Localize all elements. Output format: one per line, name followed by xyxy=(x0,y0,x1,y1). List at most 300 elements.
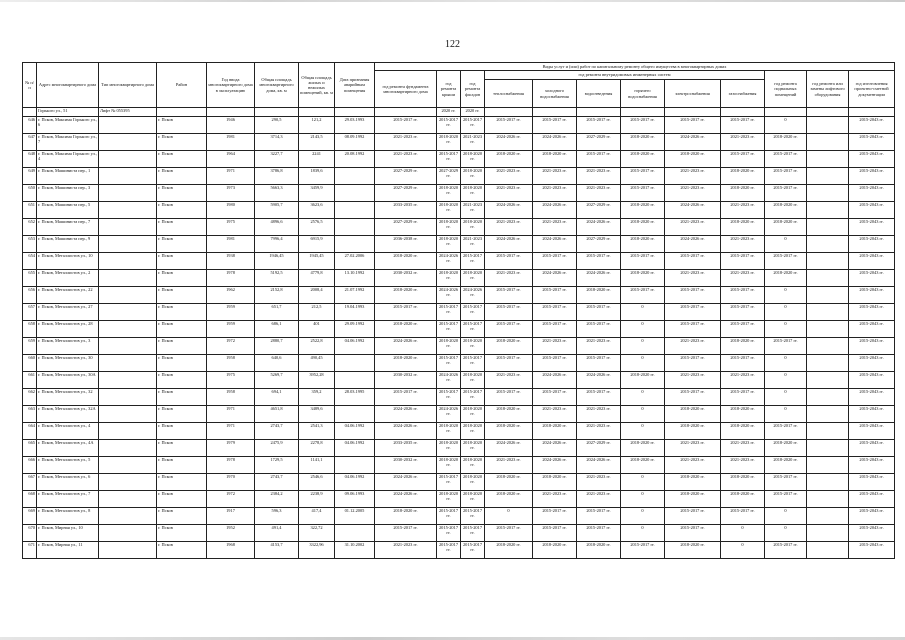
table-cell: г. Псков, Максима Горького ул., 7 xyxy=(37,134,99,151)
table-cell: 2018-2020 гг. xyxy=(461,270,485,287)
table-cell: г. Псков xyxy=(157,440,207,457)
table-cell xyxy=(99,491,157,508)
table-cell xyxy=(335,457,375,474)
table-cell: 2027-2029 гг. xyxy=(577,202,621,219)
table-cell: 2015-2017 гг. xyxy=(461,508,485,525)
table-cell: 417,4 xyxy=(299,508,335,525)
table-cell: 2015-2017 гг. xyxy=(437,508,461,525)
table-cell: 2021-2023 гг. xyxy=(665,270,721,287)
table-cell: 2015-2017 гг. xyxy=(721,508,765,525)
table-cell: 2015-2017 гг. xyxy=(765,491,807,508)
table-cell xyxy=(807,457,849,474)
table-cell: 2015-2043 гг. xyxy=(849,542,895,559)
table-cell: 2015-2043 гг. xyxy=(849,474,895,491)
table-cell: 5905,7 xyxy=(255,202,299,219)
table-cell: 2015-2017 гг. xyxy=(665,355,721,372)
table-cell: 28.03.1995 xyxy=(335,389,375,406)
table-cell: 0 xyxy=(621,491,665,508)
table-cell: 2880,7 xyxy=(255,338,299,355)
table-cell: 2018-2020 гг. xyxy=(665,542,721,559)
table-cell: 596,3 xyxy=(255,508,299,525)
table-cell: 2021-2023 гг. xyxy=(665,338,721,355)
table-cell: 2018-2020 гг. xyxy=(765,440,807,457)
table-cell: 2024-2026 гг. xyxy=(437,372,461,389)
table-cell: 2018-2020 гг. xyxy=(437,338,461,355)
table-cell: 04.06.1992 xyxy=(335,423,375,440)
header-hot-water: горячего водоснабжения xyxy=(621,80,665,108)
table-cell: 669 xyxy=(23,508,37,525)
table-cell: 2021-2023 гг. xyxy=(577,423,621,440)
table-cell: 2036-2038 гг. xyxy=(375,236,437,253)
table-cell: 2021-2023 гг. xyxy=(577,406,621,423)
table-cell: 2015-2017 гг. xyxy=(375,117,437,134)
table-cell: 0 xyxy=(621,474,665,491)
table-cell: г. Псков, Машиниста пер., 9 xyxy=(37,236,99,253)
table-cell: 29.03.1993 xyxy=(335,117,375,134)
table-cell: 0 xyxy=(765,287,807,304)
table-cell: 0 xyxy=(765,304,807,321)
header-facade: год ремонта фасадов xyxy=(461,71,485,108)
table-cell xyxy=(99,185,157,202)
table-cell: 2015-2017 гг. xyxy=(533,321,577,338)
table-cell: 664 xyxy=(23,423,37,440)
table-cell: 2024-2026 гг. xyxy=(533,134,577,151)
table-cell: 2015-2017 гг. xyxy=(577,151,621,168)
table-cell xyxy=(807,287,849,304)
table-cell xyxy=(807,185,849,202)
table-cell: г. Псков xyxy=(157,321,207,338)
table-cell: г. Псков xyxy=(157,355,207,372)
table-cell: 2018-2020 гг. xyxy=(437,457,461,474)
table-cell: 653 xyxy=(23,236,37,253)
table-cell: 2008,4 xyxy=(299,287,335,304)
table-cell: 2015-2017 гг. xyxy=(485,355,533,372)
table-cell: 2018-2020 гг. xyxy=(721,423,765,440)
table-cell: г. Псков xyxy=(157,168,207,185)
table-cell: 2015-2017 гг. xyxy=(533,525,577,542)
table-cell: 2015-2043 гг. xyxy=(849,151,895,168)
table-cell: 1972 xyxy=(207,491,255,508)
table-cell: 668 xyxy=(23,491,37,508)
table-cell: 1952 xyxy=(207,525,255,542)
table-row xyxy=(23,457,895,474)
table-cell: 2030-2032 гг. xyxy=(375,372,437,389)
table-cell: 0 xyxy=(721,542,765,559)
table-cell xyxy=(99,440,157,457)
table-cell: 2475,9 xyxy=(255,440,299,457)
table-cell: г. Псков xyxy=(157,423,207,440)
table-cell xyxy=(807,321,849,338)
table-cell: 2015-2017 гг. xyxy=(577,304,621,321)
table-cell: г. Псков xyxy=(157,474,207,491)
continuation-roof: 2020 гг. xyxy=(437,108,461,117)
table-cell xyxy=(99,151,157,168)
table-cell: г. Псков, Машиниста пер., 5 xyxy=(37,202,99,219)
table-cell: 1980 xyxy=(207,202,255,219)
header-recognized: Дата признания аварийным помещения xyxy=(335,63,375,108)
table-row xyxy=(23,151,895,168)
table-cell: 0 xyxy=(765,389,807,406)
header-electric: электроснабжения xyxy=(665,80,721,108)
table-cell: 2546,6 xyxy=(299,474,335,491)
table-cell: 667 xyxy=(23,474,37,491)
table-cell: 655 xyxy=(23,270,37,287)
table-cell: 2021-2023 гг. xyxy=(533,406,577,423)
table-cell: 1971 xyxy=(207,168,255,185)
table-cell: 2015-2043 гг. xyxy=(849,202,895,219)
table-cell: 2018-2020 гг. xyxy=(721,219,765,236)
table-cell: 1981 xyxy=(207,134,255,151)
table-cell: г. Псков xyxy=(157,287,207,304)
table-cell: 2015-2017 гг. xyxy=(621,117,665,134)
table-cell: г. Псков xyxy=(157,117,207,134)
table-cell xyxy=(99,338,157,355)
table-cell: 670 xyxy=(23,525,37,542)
table-cell: 2015-2017 гг. xyxy=(721,389,765,406)
table-cell: г. Псков xyxy=(157,542,207,559)
table-cell: 2015-2017 гг. xyxy=(665,287,721,304)
continuation-type: Лифт № 055395 xyxy=(99,108,157,117)
table-cell xyxy=(335,219,375,236)
table-cell: 2018-2020 гг. xyxy=(577,287,621,304)
table-cell: 2015-2017 гг. xyxy=(621,253,665,270)
table-cell: 27.02.2006 xyxy=(335,253,375,270)
table-cell: 652 xyxy=(23,219,37,236)
table-cell xyxy=(335,372,375,389)
table-cell xyxy=(99,253,157,270)
table-cell: 1917 xyxy=(207,508,255,525)
table-cell: 0 xyxy=(621,355,665,372)
table-cell: 1946,45 xyxy=(255,253,299,270)
table-cell: г. Псков, Металлистов ул., 5 xyxy=(37,457,99,474)
table-cell: 2027-2029 гг. xyxy=(577,440,621,457)
table-cell: 01.12.2005 xyxy=(335,508,375,525)
table-cell: 2018-2020 гг. xyxy=(461,372,485,389)
table-cell xyxy=(807,304,849,321)
table-cell: 2015-2017 гг. xyxy=(375,304,437,321)
header-gas: газоснабжения xyxy=(721,80,765,108)
table-row xyxy=(23,304,895,321)
table-cell: 2015-2017 гг. xyxy=(621,185,665,202)
table-cell: 2015-2017 гг. xyxy=(461,525,485,542)
table-cell: г. Псков, Металлистов ул., 10 xyxy=(37,253,99,270)
table-cell: 2015-2017 гг. xyxy=(437,525,461,542)
table-cell: 2015-2017 гг. xyxy=(621,287,665,304)
table-cell: 1959 xyxy=(207,321,255,338)
table-cell: 0 xyxy=(621,423,665,440)
table-cell: 2027-2029 гг. xyxy=(375,185,437,202)
table-cell xyxy=(807,151,849,168)
table-cell: г. Псков xyxy=(157,270,207,287)
table-cell: 2018-2020 гг. xyxy=(485,406,533,423)
header-foundation: год ремонта фундамента многоквартирного дома xyxy=(375,71,437,108)
table-cell: 2015-2017 гг. xyxy=(665,508,721,525)
header-internal-group: год ремонта внутридомовых инженерных систем xyxy=(485,71,765,80)
table-cell: 5663,3 xyxy=(255,185,299,202)
table-cell: 2018-2020 гг. xyxy=(375,321,437,338)
table-cell: 2024-2026 гг. xyxy=(665,134,721,151)
table-cell: 491,4 xyxy=(255,525,299,542)
header-roof: год ремонта крыши xyxy=(437,71,461,108)
table-cell: 29.09.1992 xyxy=(335,321,375,338)
table-cell: 2021-2023 гг. xyxy=(665,440,721,457)
table-cell: 647 xyxy=(23,134,37,151)
header-heat: теплоснабжения xyxy=(485,80,533,108)
table-cell: 2015-2017 гг. xyxy=(665,253,721,270)
table-cell xyxy=(807,491,849,508)
table-cell: 2027-2029 гг. xyxy=(375,168,437,185)
table-cell: 2021-2023 гг. xyxy=(665,372,721,389)
continuation-facade: 2020 гг. xyxy=(461,108,485,117)
table-cell: 2018-2020 гг. xyxy=(437,440,461,457)
table-cell: 2018-2020 гг. xyxy=(461,491,485,508)
table-cell: 2021-2023 гг. xyxy=(485,185,533,202)
table-cell: 2015-2017 гг. xyxy=(533,389,577,406)
table-cell: 31.10.2002 xyxy=(335,542,375,559)
table-cell: г. Псков, Металлистов ул., 2 xyxy=(37,270,99,287)
table-cell: 1975 xyxy=(207,372,255,389)
table-cell: 1978 xyxy=(207,457,255,474)
table-cell: 1968 xyxy=(207,542,255,559)
table-cell xyxy=(807,338,849,355)
table-cell: 2021-2023 гг. xyxy=(665,185,721,202)
table-cell: 2021-2023 гг. xyxy=(721,457,765,474)
table-cell: 646 xyxy=(23,117,37,134)
table-cell: 2015-2017 гг. xyxy=(577,389,621,406)
table-cell: 2241 xyxy=(299,151,335,168)
table-cell: 2015-2017 гг. xyxy=(721,355,765,372)
table-cell: 2018-2020 гг. xyxy=(665,423,721,440)
table-row xyxy=(23,355,895,372)
table-cell: 0 xyxy=(621,338,665,355)
table-cell: 2021-2023 гг. xyxy=(533,491,577,508)
table-cell: 1938 xyxy=(207,253,255,270)
table-cell: 659 xyxy=(23,338,37,355)
table-cell: 2018-2020 гг. xyxy=(621,151,665,168)
table-cell: 2015-2017 гг. xyxy=(461,355,485,372)
table-cell: 1959 xyxy=(207,304,255,321)
table-cell: 3227,7 xyxy=(255,151,299,168)
table-cell: 2015-2017 гг. xyxy=(665,117,721,134)
table-cell: 2015-2017 гг. xyxy=(437,117,461,134)
table-cell: 2021-2023 гг. xyxy=(533,338,577,355)
table-cell: 2015-2017 гг. xyxy=(461,389,485,406)
table-cell: г. Псков xyxy=(157,338,207,355)
table-cell xyxy=(99,287,157,304)
table-cell: 666 xyxy=(23,457,37,474)
table-cell xyxy=(99,389,157,406)
table-cell: 1945,45 xyxy=(299,253,335,270)
table-row xyxy=(23,372,895,389)
table-cell: г. Псков, Металлистов ул., 32 xyxy=(37,389,99,406)
table-cell: 2018-2020 гг. xyxy=(721,168,765,185)
table-row xyxy=(23,117,895,134)
table-cell: г. Псков xyxy=(157,202,207,219)
table-cell: г. Псков, Машиниста пер., 3 xyxy=(37,185,99,202)
table-cell: 2015-2043 гг. xyxy=(849,236,895,253)
table-cell: г. Псков xyxy=(157,372,207,389)
table-cell: 2021-2023 гг. xyxy=(577,338,621,355)
table-cell: 2024-2026 гг. xyxy=(665,202,721,219)
table-cell: 290,5 xyxy=(255,117,299,134)
table-cell: 1981 xyxy=(207,236,255,253)
table-cell: г. Псков xyxy=(157,406,207,423)
table-cell: 2018-2020 гг. xyxy=(621,372,665,389)
table-cell xyxy=(99,134,157,151)
table-cell: 2015-2043 гг. xyxy=(849,338,895,355)
table-cell: 7996,4 xyxy=(255,236,299,253)
table-cell: 2015-2017 гг. xyxy=(765,542,807,559)
table-cell: 2015-2043 гг. xyxy=(849,423,895,440)
table-cell xyxy=(807,236,849,253)
table-cell xyxy=(335,406,375,423)
table-cell: 2015-2017 гг. xyxy=(485,287,533,304)
table-cell: 4153,7 xyxy=(255,542,299,559)
table-cell: 2015-2043 гг. xyxy=(849,440,895,457)
table-cell: 2015-2017 гг. xyxy=(721,151,765,168)
table-cell: 2576,5 xyxy=(299,219,335,236)
table-cell: 656 xyxy=(23,287,37,304)
table-cell: 2018-2020 гг. xyxy=(461,406,485,423)
table-cell: 2015-2017 гг. xyxy=(485,525,533,542)
table-cell: 1971 xyxy=(207,423,255,440)
table-cell: 2021-2023 гг. xyxy=(721,372,765,389)
table-cell xyxy=(807,525,849,542)
table-cell: г. Псков xyxy=(157,304,207,321)
header-address: Адрес многоквартирного дома xyxy=(37,63,99,108)
table-cell: 0 xyxy=(765,236,807,253)
table-cell: 2015-2043 гг. xyxy=(849,525,895,542)
table-cell: 2021-2023 гг. xyxy=(461,202,485,219)
table-cell xyxy=(99,457,157,474)
table-cell: 2030-2032 гг. xyxy=(375,270,437,287)
table-cell: 2015-2017 гг. xyxy=(485,304,533,321)
table-cell: 2018-2020 гг. xyxy=(461,474,485,491)
table-cell: 2018-2020 гг. xyxy=(485,474,533,491)
table-cell: 2015-2017 гг. xyxy=(533,287,577,304)
table-cell xyxy=(99,236,157,253)
table-row-continuation xyxy=(23,108,895,117)
table-cell: 2024-2026 гг. xyxy=(375,491,437,508)
table-cell: 2018-2020 гг. xyxy=(375,508,437,525)
table-cell: 2027-2029 гг. xyxy=(437,168,461,185)
table-cell: г. Псков, Металлистов ул., 7 xyxy=(37,491,99,508)
table-cell: 0 xyxy=(621,389,665,406)
table-cell: 2018-2020 гг. xyxy=(665,491,721,508)
table-cell: 2015-2017 гг. xyxy=(765,185,807,202)
table-cell: 2021-2023 гг. xyxy=(721,270,765,287)
table-cell: 2021-2023 гг. xyxy=(665,457,721,474)
page-number: 122 xyxy=(445,39,460,50)
table-cell: 2384,2 xyxy=(255,491,299,508)
table-cell: 2024-2026 гг. xyxy=(437,253,461,270)
table-cell: 2024-2026 гг. xyxy=(533,202,577,219)
table-cell: 2018-2020 гг. xyxy=(461,338,485,355)
table-cell: 08.09.1992 xyxy=(335,134,375,151)
table-cell: 651 xyxy=(23,202,37,219)
table-cell xyxy=(99,117,157,134)
table-cell: 1970 xyxy=(207,474,255,491)
table-cell: 04.06.1992 xyxy=(335,440,375,457)
table-cell: 2024-2026 гг. xyxy=(533,372,577,389)
table-cell: 2018-2020 гг. xyxy=(577,542,621,559)
table-cell: г. Псков, Металлистов ул., 27 xyxy=(37,304,99,321)
table-cell: 1979 xyxy=(207,440,255,457)
table-cell: 2015-2017 гг. xyxy=(577,321,621,338)
table-cell: 0 xyxy=(765,508,807,525)
table-cell xyxy=(335,185,375,202)
table-row xyxy=(23,236,895,253)
table-cell: 1141,1 xyxy=(299,457,335,474)
table-cell: 2015-2017 гг. xyxy=(765,253,807,270)
header-design: год изготовления проектно-сметной документации xyxy=(849,71,895,108)
table-cell: 2018-2020 гг. xyxy=(461,185,485,202)
header-cold-water: холодного водоснабжения xyxy=(533,80,577,108)
table-cell: 2021-2023 гг. xyxy=(577,185,621,202)
table-cell xyxy=(99,508,157,525)
table-cell: 0 xyxy=(621,525,665,542)
table-cell: 2018-2020 гг. xyxy=(437,423,461,440)
table-cell: 651,7 xyxy=(255,304,299,321)
table-cell: 2015-2017 гг. xyxy=(621,168,665,185)
table-cell: 2015-2017 гг. xyxy=(485,321,533,338)
table-cell: 2018-2020 гг. xyxy=(721,406,765,423)
table-cell: 640,6 xyxy=(255,355,299,372)
table-cell: 660 xyxy=(23,355,37,372)
table-cell: 2021-2023 гг. xyxy=(721,236,765,253)
table-cell: 2015-2043 гг. xyxy=(849,304,895,321)
table-cell: 2018-2020 гг. xyxy=(621,219,665,236)
table-cell: 2015-2017 гг. xyxy=(485,117,533,134)
table-cell: 2018-2020 гг. xyxy=(437,236,461,253)
table-cell: 2015-2017 гг. xyxy=(765,168,807,185)
table-cell: г. Псков xyxy=(157,253,207,270)
table-cell: 13.10.1992 xyxy=(335,270,375,287)
table-row xyxy=(23,508,895,525)
table-cell: 2018-2020 гг. xyxy=(375,355,437,372)
table-row xyxy=(23,525,895,542)
header-sewer: водоотведения xyxy=(577,80,621,108)
table-cell: 2015-2017 гг. xyxy=(765,338,807,355)
table-cell: 1975 xyxy=(207,219,255,236)
table-cell: 2015-2017 гг. xyxy=(461,542,485,559)
table-cell: 2018-2020 гг. xyxy=(765,202,807,219)
table-cell: 2018-2020 гг. xyxy=(485,151,533,168)
table-cell: г. Псков xyxy=(157,219,207,236)
table-cell: 2015-2043 гг. xyxy=(849,168,895,185)
table-row xyxy=(23,134,895,151)
table-cell: 2018-2020 гг. xyxy=(437,219,461,236)
table-cell: 2015-2017 гг. xyxy=(533,508,577,525)
table-cell xyxy=(99,406,157,423)
table-cell: г. Псков xyxy=(157,491,207,508)
table-cell: 2015-2043 гг. xyxy=(849,270,895,287)
table-cell xyxy=(807,474,849,491)
table-cell: 2238,9 xyxy=(299,491,335,508)
table-cell: г. Псков, Мирная ул., 10 xyxy=(37,525,99,542)
table-cell xyxy=(335,168,375,185)
table-cell: 2015-2017 гг. xyxy=(621,542,665,559)
table-cell: г. Псков, Мирная ул., 11 xyxy=(37,542,99,559)
table-cell: 2024-2026 гг. xyxy=(485,236,533,253)
table-cell: 04.06.1992 xyxy=(335,474,375,491)
table-cell: 648 xyxy=(23,151,37,168)
table-cell: 2743,7 xyxy=(255,474,299,491)
table-cell: 3322,96 xyxy=(299,542,335,559)
table-cell: 2018-2020 гг. xyxy=(765,134,807,151)
table-cell: 2021-2023 гг. xyxy=(375,151,437,168)
header-total-area: Общая площадь многоквартирного дома, кв. м xyxy=(255,63,299,108)
